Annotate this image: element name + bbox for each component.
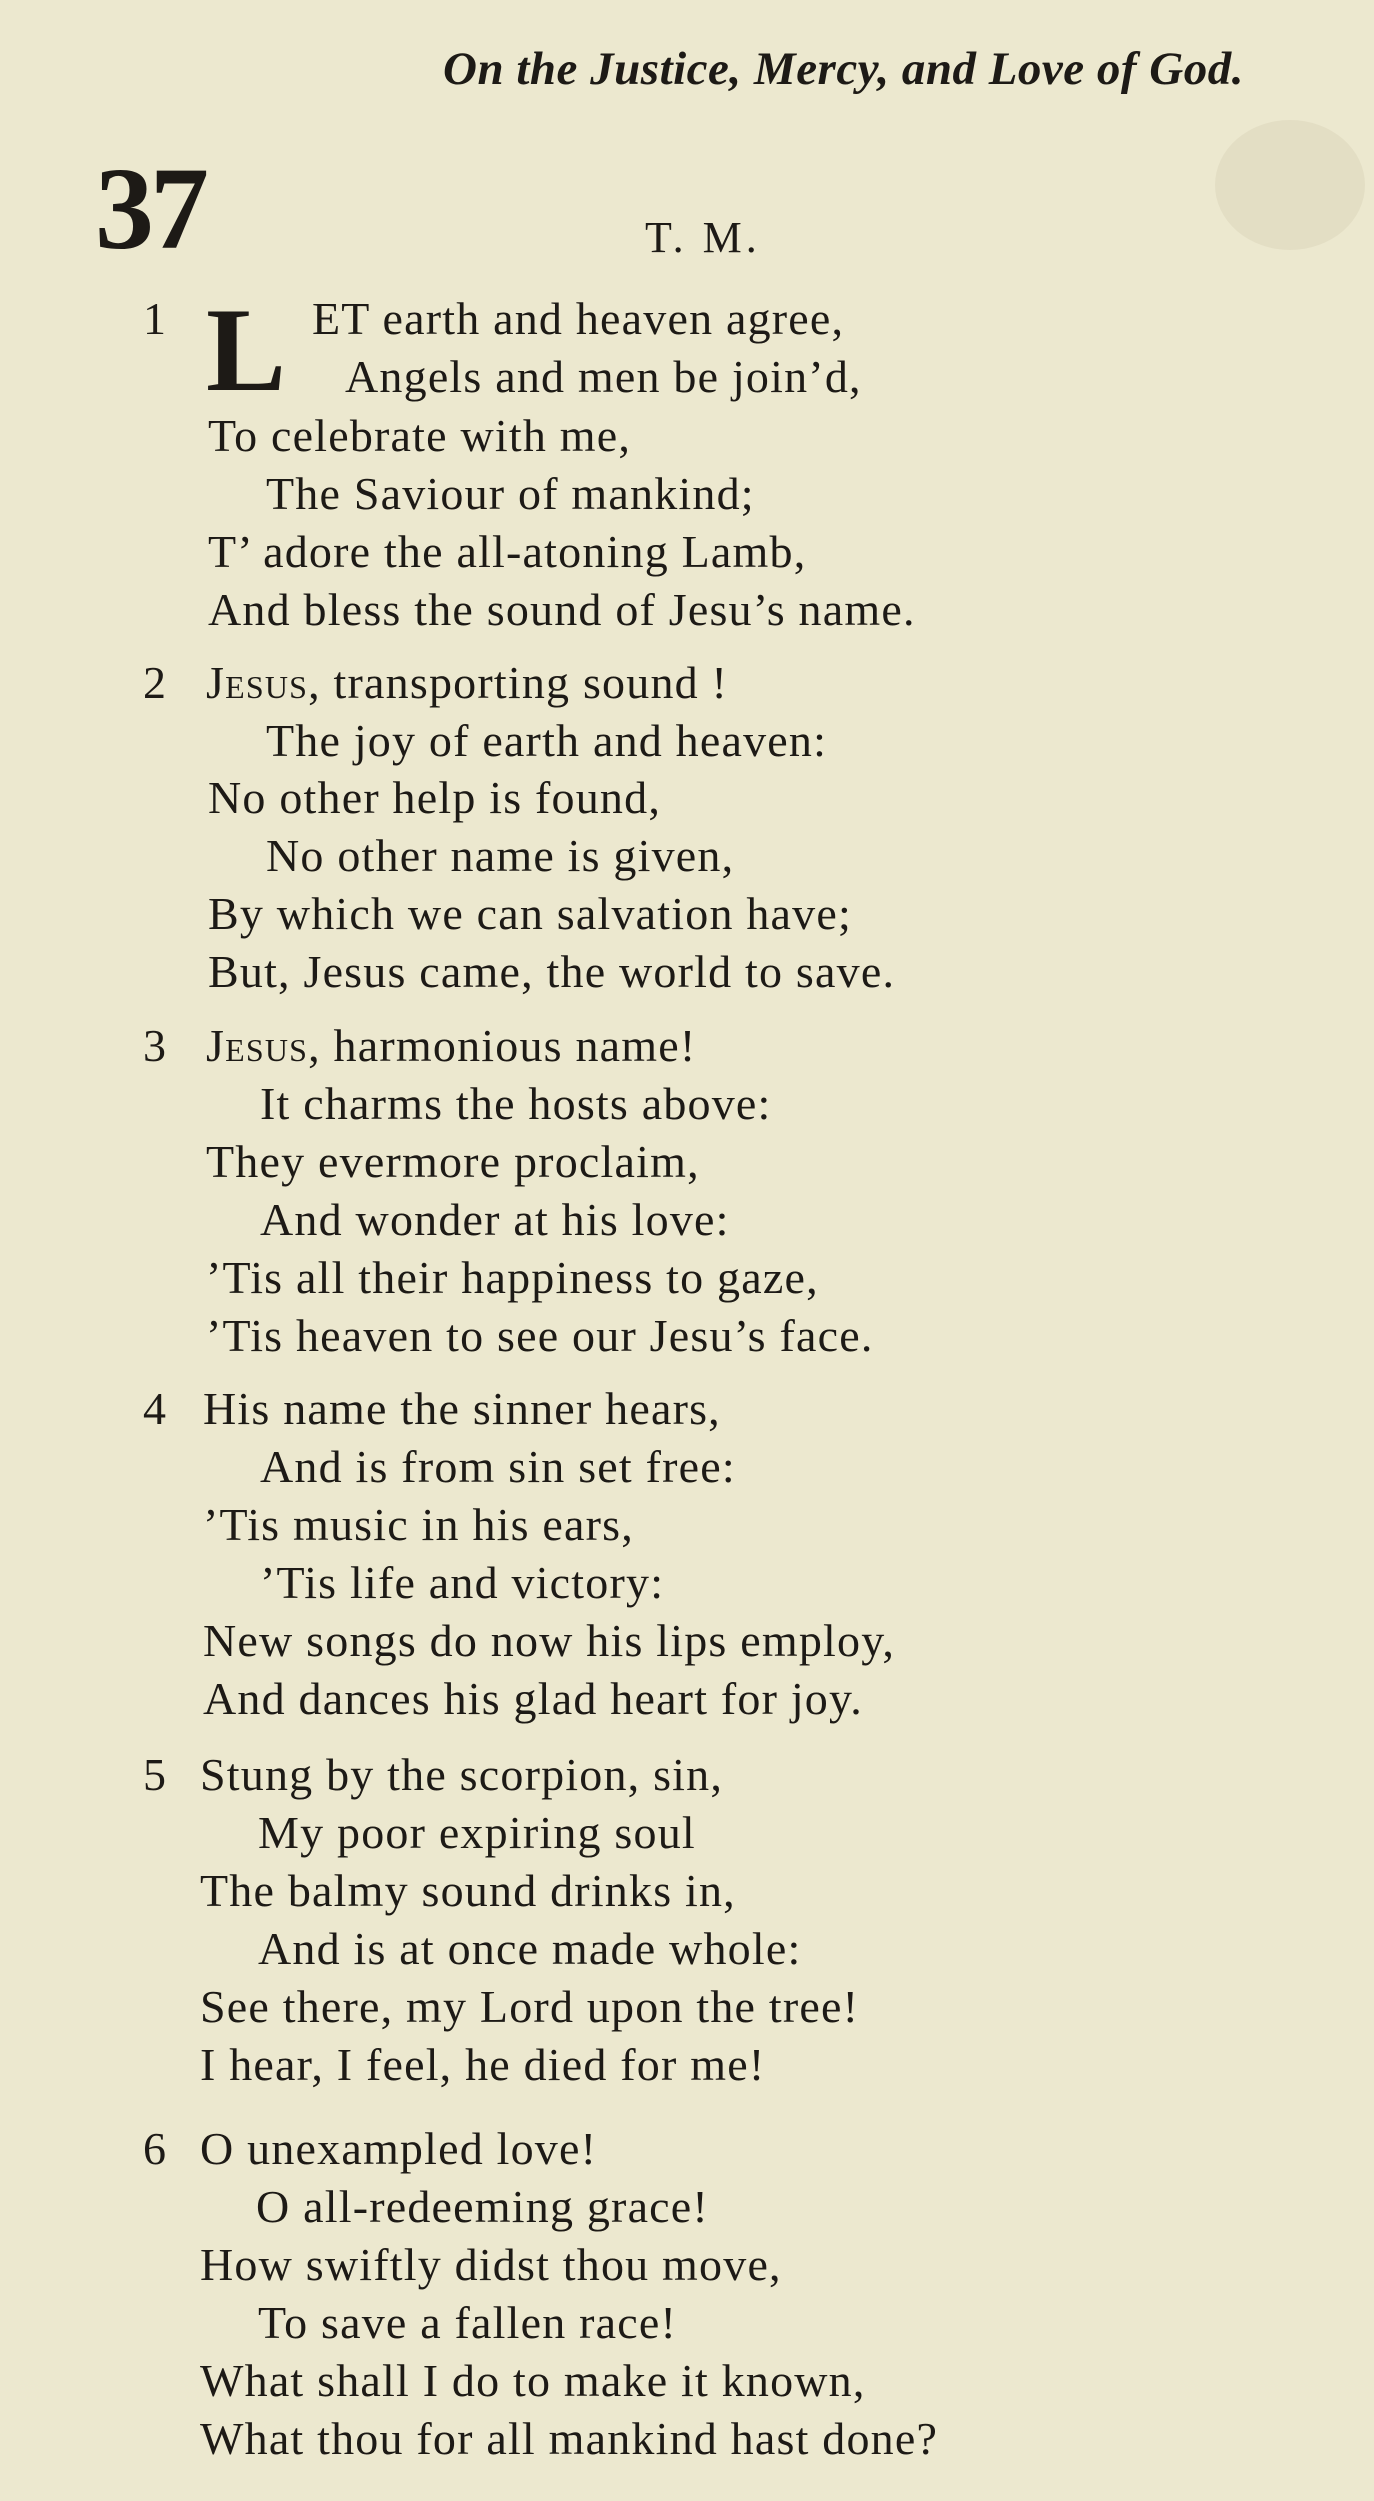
verse-line: And is from sin set free: bbox=[260, 1441, 736, 1492]
stanza-number: 2 bbox=[143, 657, 166, 708]
verse-line: To save a fallen race! bbox=[258, 2297, 678, 2348]
verse-line: It charms the hosts above: bbox=[260, 1078, 772, 1129]
verse-line: ET earth and heaven agree, bbox=[312, 293, 845, 344]
verse-line: Stung by the scorpion, sin, bbox=[200, 1749, 724, 1800]
running-title: On the Justice, Mercy, and Love of God. bbox=[443, 43, 1244, 95]
verse-line-rest: harmonious name! bbox=[320, 1020, 697, 1071]
verse-line: What shall I do to make it known, bbox=[200, 2355, 866, 2406]
stanza-number: 5 bbox=[143, 1749, 166, 1800]
verse-line: No other name is given, bbox=[266, 830, 735, 881]
verse-line: And is at once made whole: bbox=[258, 1923, 802, 1974]
verse-line: What thou for all mankind hast done? bbox=[200, 2413, 939, 2464]
verse-line: The joy of earth and heaven: bbox=[266, 715, 828, 766]
verse-line: The balmy sound drinks in, bbox=[200, 1865, 736, 1916]
verse-line: ’Tis heaven to see our Jesu’s face. bbox=[206, 1310, 874, 1361]
verse-line: By which we can salvation have; bbox=[208, 888, 852, 939]
verse-line: And dances his glad heart for joy. bbox=[203, 1673, 863, 1724]
verse-line: New songs do now his lips employ, bbox=[203, 1615, 896, 1666]
verse-line: His name the sinner hears, bbox=[203, 1383, 721, 1434]
stanza-number: 4 bbox=[143, 1383, 166, 1434]
verse-line: ’Tis life and victory: bbox=[260, 1557, 665, 1608]
verse-line: And bless the sound of Jesu’s name. bbox=[208, 584, 916, 635]
verse-line: And wonder at his love: bbox=[260, 1194, 730, 1245]
verse-line: See there, my Lord upon the tree! bbox=[200, 1981, 860, 2032]
hymn-number: 37 bbox=[95, 143, 205, 274]
verse-line: ’Tis music in his ears, bbox=[203, 1499, 634, 1550]
stanza-number: 6 bbox=[143, 2123, 166, 2174]
stanza-number: 3 bbox=[143, 1020, 166, 1071]
verse-line: O unexampled love! bbox=[200, 2123, 598, 2174]
verse-line: Angels and men be join’d, bbox=[345, 351, 862, 402]
verse-line-rest: transporting sound ! bbox=[320, 657, 729, 708]
verse-line: T’ adore the all-atoning Lamb, bbox=[208, 526, 807, 577]
hymn-meter: T. M. bbox=[645, 213, 761, 262]
verse-first-word: Jesus, bbox=[206, 657, 321, 708]
verse-line: But, Jesus came, the world to save. bbox=[208, 946, 896, 997]
verse-line: How swiftly didst thou move, bbox=[200, 2239, 782, 2290]
verse-line: To celebrate with me, bbox=[208, 410, 632, 461]
verse-line: ’Tis all their happiness to gaze, bbox=[206, 1252, 819, 1303]
verse-line: O all-redeeming grace! bbox=[256, 2181, 709, 2232]
stanza-number: 1 bbox=[143, 293, 166, 344]
page-stain bbox=[1215, 120, 1365, 250]
verse-line: They evermore proclaim, bbox=[206, 1136, 700, 1187]
verse-line: I hear, I feel, he died for me! bbox=[200, 2039, 766, 2090]
verse-line: No other help is found, bbox=[208, 772, 662, 823]
drop-cap: L bbox=[206, 283, 287, 416]
verse-line: The Saviour of mankind; bbox=[266, 468, 755, 519]
verse-first-word: Jesus, bbox=[206, 1020, 321, 1071]
verse-line: My poor expiring soul bbox=[258, 1807, 696, 1858]
verse-line bbox=[206, 657, 729, 708]
verse-line bbox=[206, 1020, 697, 1071]
